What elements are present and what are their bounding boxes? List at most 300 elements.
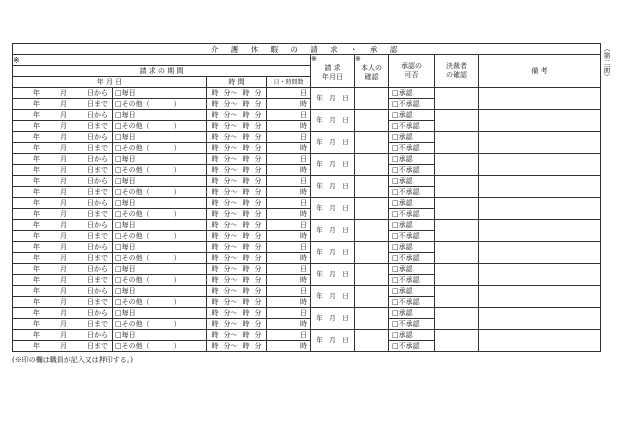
remarks-cell[interactable] [479,176,601,198]
start-date-cell[interactable] [13,330,113,341]
month-label: 月 [60,154,67,163]
min-label: 分 [254,297,262,306]
min-to-label: 分～ [223,165,238,174]
hours-cell[interactable]: 時 [267,99,311,110]
close-paren: ） [173,319,181,328]
hour-label: 時 [242,319,250,328]
end-date-cell[interactable] [13,319,113,330]
year-label: 年 [33,154,40,163]
month-label: 月 [329,248,336,256]
from-label: 日から [87,286,108,295]
other-label: その他（ [121,231,150,240]
approver-check-cell[interactable] [435,220,479,242]
start-date-cell[interactable] [13,132,113,143]
reject-option[interactable] [389,121,435,132]
other-option[interactable] [113,121,207,132]
until-label: 日まで [87,231,108,240]
month-label: 月 [60,319,67,328]
end-date-cell[interactable] [13,253,113,264]
self-check-cell[interactable] [355,198,389,220]
time-range-cell[interactable] [207,154,267,165]
time-range-cell[interactable] [207,165,267,176]
year-label: 年 [316,292,323,300]
days-cell[interactable]: 日 [267,132,311,143]
every-day-option[interactable] [113,88,207,99]
approve-option[interactable] [389,198,435,209]
min-label: 分 [254,253,262,262]
hour-label: 時 [211,319,219,328]
remarks-cell[interactable] [479,220,601,242]
request-row [13,242,601,253]
min-to-label: 分～ [223,275,238,284]
month-label: 月 [329,94,336,102]
day-label: 日 [342,160,349,168]
reject-label: 不承認 [398,209,420,218]
year-label: 年 [316,336,323,344]
reject-label: 不承認 [398,231,420,240]
end-date-cell[interactable] [13,121,113,132]
hours-cell[interactable]: 時 [267,121,311,132]
hours-cell[interactable]: 時 [267,165,311,176]
end-date-cell[interactable] [13,143,113,154]
approve-label: 承認 [398,286,413,295]
remarks-cell[interactable] [479,330,601,352]
request-date-cell[interactable] [311,264,355,286]
reject-option[interactable] [389,143,435,154]
min-to-label: 分～ [223,88,238,97]
reject-option[interactable] [389,165,435,176]
close-paren: ） [173,99,181,108]
self-check-cell[interactable] [355,330,389,352]
other-label: その他（ [121,297,150,306]
approver-check-cell[interactable] [435,308,479,330]
hour-label: 時 [242,308,250,317]
time-range-cell[interactable] [207,88,267,99]
self-check-cell[interactable] [355,286,389,308]
until-label: 日まで [87,165,108,174]
other-option[interactable] [113,99,207,110]
approve-option[interactable] [389,154,435,165]
day-label: 日 [342,116,349,124]
approver-check-cell[interactable] [435,110,479,132]
hour-label: 時 [242,165,250,174]
hour-label: 時 [211,121,219,130]
time-range-cell[interactable] [207,176,267,187]
every-day-option[interactable] [113,330,207,341]
approve-option[interactable] [389,330,435,341]
from-label: 日から [87,154,108,163]
year-label: 年 [33,275,40,284]
every-day-option[interactable] [113,110,207,121]
request-date-cell[interactable] [311,198,355,220]
hour-label: 時 [211,143,219,152]
other-option[interactable] [113,253,207,264]
time-range-cell[interactable] [207,308,267,319]
approve-label: 承認 [398,154,413,163]
end-date-cell[interactable] [13,165,113,176]
approver-check-cell[interactable] [435,198,479,220]
min-to-label: 分～ [223,231,238,240]
day-label: 日 [342,94,349,102]
time-range-cell[interactable] [207,286,267,297]
remarks-cell[interactable] [479,242,601,264]
time-range-cell[interactable] [207,209,267,220]
hour-label: 時 [211,308,219,317]
hours-cell[interactable]: 時 [267,187,311,198]
every-day-option[interactable] [113,154,207,165]
hour-label: 時 [211,110,219,119]
days-cell[interactable]: 日 [267,220,311,231]
day-label: 日 [342,182,349,190]
approve-option[interactable] [389,308,435,319]
month-label: 月 [60,132,67,141]
approve-option[interactable] [389,110,435,121]
request-row [13,308,601,319]
time-range-cell[interactable] [207,121,267,132]
hours-cell[interactable]: 時 [267,231,311,242]
hour-label: 時 [211,242,219,251]
approver-check-cell[interactable] [435,242,479,264]
approve-option[interactable] [389,88,435,99]
time-range-cell[interactable] [207,319,267,330]
min-label: 分 [254,341,262,350]
request-row [13,88,601,99]
hour-label: 時 [211,220,219,229]
days-cell[interactable]: 日 [267,198,311,209]
year-label: 年 [33,99,40,108]
approver-check-cell[interactable] [435,154,479,176]
end-date-cell[interactable] [13,231,113,242]
until-label: 日まで [87,143,108,152]
month-label: 月 [329,336,336,344]
request-date-cell[interactable] [311,308,355,330]
days-cell[interactable]: 日 [267,308,311,319]
header-self-check-top: 本人の [361,64,382,72]
min-to-label: 分～ [223,220,238,229]
hours-cell[interactable]: 時 [267,319,311,330]
self-check-cell[interactable] [355,132,389,154]
time-range-cell[interactable] [207,220,267,231]
remarks-cell[interactable] [479,132,601,154]
time-range-cell[interactable] [207,297,267,308]
day-label: 日 [342,204,349,212]
hour-label: 時 [242,220,250,229]
until-label: 日まで [87,209,108,218]
hours-cell[interactable]: 時 [267,143,311,154]
self-check-cell[interactable] [355,220,389,242]
year-label: 年 [33,121,40,130]
hour-label: 時 [211,297,219,306]
year-label: 年 [33,110,40,119]
time-range-cell[interactable] [207,187,267,198]
from-label: 日から [87,242,108,251]
year-label: 年 [33,132,40,141]
approve-option[interactable] [389,264,435,275]
end-date-cell[interactable] [13,187,113,198]
days-cell[interactable]: 日 [267,176,311,187]
hour-label: 時 [242,231,250,240]
approve-label: 承認 [398,176,413,185]
days-cell[interactable]: 日 [267,242,311,253]
min-to-label: 分～ [223,286,238,295]
year-label: 年 [316,248,323,256]
approve-label: 承認 [398,308,413,317]
month-label: 月 [329,138,336,146]
other-option[interactable] [113,165,207,176]
hours-cell[interactable]: 時 [267,253,311,264]
min-label: 分 [254,231,262,240]
year-label: 年 [316,226,323,234]
other-option[interactable] [113,187,207,198]
request-date-cell[interactable] [311,132,355,154]
header-request-date-bottom: 年月日 [322,73,343,81]
hours-cell[interactable]: 時 [267,275,311,286]
request-date-cell[interactable] [311,286,355,308]
approve-option[interactable] [389,242,435,253]
hour-label: 時 [242,209,250,218]
remarks-cell[interactable] [479,154,601,176]
time-range-cell[interactable] [207,198,267,209]
approve-option[interactable] [389,220,435,231]
approver-check-cell[interactable] [435,264,479,286]
approve-label: 承認 [398,110,413,119]
start-date-cell[interactable] [13,198,113,209]
days-cell[interactable]: 日 [267,286,311,297]
every-day-label: 毎日 [121,88,136,97]
remarks-cell[interactable] [479,88,601,110]
other-option[interactable] [113,143,207,154]
month-label: 月 [329,292,336,300]
staff-mark: ※ [355,55,361,63]
approver-check-cell[interactable] [435,88,479,110]
min-label: 分 [254,319,262,328]
approve-option[interactable] [389,132,435,143]
hour-label: 時 [242,154,250,163]
reject-option[interactable] [389,99,435,110]
approve-option[interactable] [389,176,435,187]
start-date-cell[interactable] [13,176,113,187]
request-date-cell[interactable] [311,154,355,176]
min-label: 分 [254,242,262,251]
remarks-cell[interactable] [479,198,601,220]
min-to-label: 分～ [223,341,238,350]
end-date-cell[interactable] [13,99,113,110]
self-check-cell[interactable] [355,154,389,176]
approver-check-cell[interactable] [435,176,479,198]
other-label: その他（ [121,253,150,262]
self-check-cell[interactable] [355,308,389,330]
start-date-cell[interactable] [13,242,113,253]
time-range-cell[interactable] [207,99,267,110]
day-label: 日 [342,336,349,344]
hours-cell[interactable]: 時 [267,341,311,352]
month-label: 月 [60,220,67,229]
hour-label: 時 [211,154,219,163]
hour-label: 時 [242,297,250,306]
other-option[interactable] [113,231,207,242]
time-range-cell[interactable] [207,143,267,154]
time-range-cell[interactable] [207,231,267,242]
hour-label: 時 [242,275,250,284]
month-label: 月 [329,204,336,212]
request-date-cell[interactable] [311,220,355,242]
start-date-cell[interactable] [13,264,113,275]
request-date-cell[interactable] [311,110,355,132]
hours-cell[interactable]: 時 [267,297,311,308]
every-day-option[interactable] [113,308,207,319]
min-to-label: 分～ [223,110,238,119]
min-to-label: 分～ [223,132,238,141]
month-label: 月 [60,275,67,284]
min-label: 分 [254,132,262,141]
self-check-cell[interactable] [355,176,389,198]
reject-option[interactable] [389,231,435,242]
close-paren: ） [173,253,181,262]
hours-cell[interactable]: 時 [267,209,311,220]
remarks-cell[interactable] [479,110,601,132]
every-day-option[interactable] [113,286,207,297]
header-remarks: 備 考 [479,55,601,88]
other-option[interactable] [113,275,207,286]
approve-label: 承認 [398,330,413,339]
reject-option[interactable] [389,275,435,286]
hour-label: 時 [242,264,250,273]
hour-label: 時 [242,341,250,350]
hour-label: 時 [211,198,219,207]
approve-label: 承認 [398,88,413,97]
reject-option[interactable] [389,341,435,352]
start-date-cell[interactable] [13,286,113,297]
year-label: 年 [33,264,40,273]
from-label: 日から [87,110,108,119]
every-day-option[interactable] [113,176,207,187]
days-cell[interactable]: 日 [267,110,311,121]
time-range-cell[interactable] [207,253,267,264]
month-label: 月 [329,116,336,124]
until-label: 日まで [87,121,108,130]
request-date-cell[interactable] [311,330,355,352]
remarks-cell[interactable] [479,264,601,286]
remarks-cell[interactable] [479,308,601,330]
year-label: 年 [33,286,40,295]
request-date-cell[interactable] [311,176,355,198]
month-label: 月 [60,176,67,185]
min-label: 分 [254,209,262,218]
reject-option[interactable] [389,297,435,308]
year-label: 年 [33,242,40,251]
time-range-cell[interactable] [207,264,267,275]
request-date-cell[interactable] [311,88,355,110]
min-to-label: 分～ [223,209,238,218]
reject-label: 不承認 [398,319,420,328]
year-label: 年 [33,187,40,196]
end-date-cell[interactable] [13,209,113,220]
from-label: 日から [87,198,108,207]
start-date-cell[interactable] [13,308,113,319]
time-range-cell[interactable] [207,242,267,253]
reject-option[interactable] [389,253,435,264]
time-range-cell[interactable] [207,330,267,341]
days-cell[interactable]: 日 [267,264,311,275]
approver-check-cell[interactable] [435,330,479,352]
header-request-date-top: 請 求 [324,64,341,72]
approver-check-cell[interactable] [435,132,479,154]
reject-option[interactable] [389,319,435,330]
min-to-label: 分～ [223,121,238,130]
start-date-cell[interactable] [13,110,113,121]
hour-label: 時 [242,88,250,97]
reject-label: 不承認 [398,165,420,174]
days-cell[interactable]: 日 [267,330,311,341]
start-date-cell[interactable] [13,220,113,231]
days-cell[interactable]: 日 [267,88,311,99]
every-day-option[interactable] [113,264,207,275]
time-range-cell[interactable] [207,132,267,143]
time-range-cell[interactable] [207,275,267,286]
every-day-option[interactable] [113,198,207,209]
start-date-cell[interactable] [13,154,113,165]
self-check-cell[interactable] [355,264,389,286]
other-label: その他（ [121,187,150,196]
other-option[interactable] [113,319,207,330]
day-label: 日 [342,270,349,278]
month-label: 月 [60,264,67,273]
request-row [13,132,601,143]
hour-label: 時 [242,253,250,262]
self-check-cell[interactable] [355,88,389,110]
header-days-hours: 日・時間数 [267,77,311,88]
every-day-option[interactable] [113,132,207,143]
time-range-cell[interactable] [207,110,267,121]
start-date-cell[interactable] [13,88,113,99]
min-label: 分 [254,143,262,152]
month-label: 月 [329,270,336,278]
header-date: 年 月 日 [13,77,207,88]
end-date-cell[interactable] [13,341,113,352]
from-label: 日から [87,220,108,229]
hour-label: 時 [242,187,250,196]
every-day-label: 毎日 [121,176,136,185]
remarks-cell[interactable] [479,286,601,308]
end-date-cell[interactable] [13,275,113,286]
year-label: 年 [33,143,40,152]
other-option[interactable] [113,209,207,220]
month-label: 月 [329,226,336,234]
every-day-option[interactable] [113,220,207,231]
year-label: 年 [33,253,40,262]
reject-option[interactable] [389,187,435,198]
request-date-cell[interactable] [311,242,355,264]
other-option[interactable] [113,297,207,308]
reject-option[interactable] [389,209,435,220]
month-label: 月 [60,187,67,196]
every-day-option[interactable] [113,242,207,253]
days-cell[interactable]: 日 [267,154,311,165]
self-check-cell[interactable] [355,110,389,132]
min-to-label: 分～ [223,264,238,273]
hour-label: 時 [211,99,219,108]
approver-check-cell[interactable] [435,286,479,308]
approve-label: 承認 [398,264,413,273]
self-check-cell[interactable] [355,242,389,264]
every-day-label: 毎日 [121,264,136,273]
header-approval-top: 承認の [401,62,422,70]
time-range-cell[interactable] [207,341,267,352]
request-row [13,176,601,187]
approve-option[interactable] [389,286,435,297]
end-date-cell[interactable] [13,297,113,308]
other-option[interactable] [113,341,207,352]
